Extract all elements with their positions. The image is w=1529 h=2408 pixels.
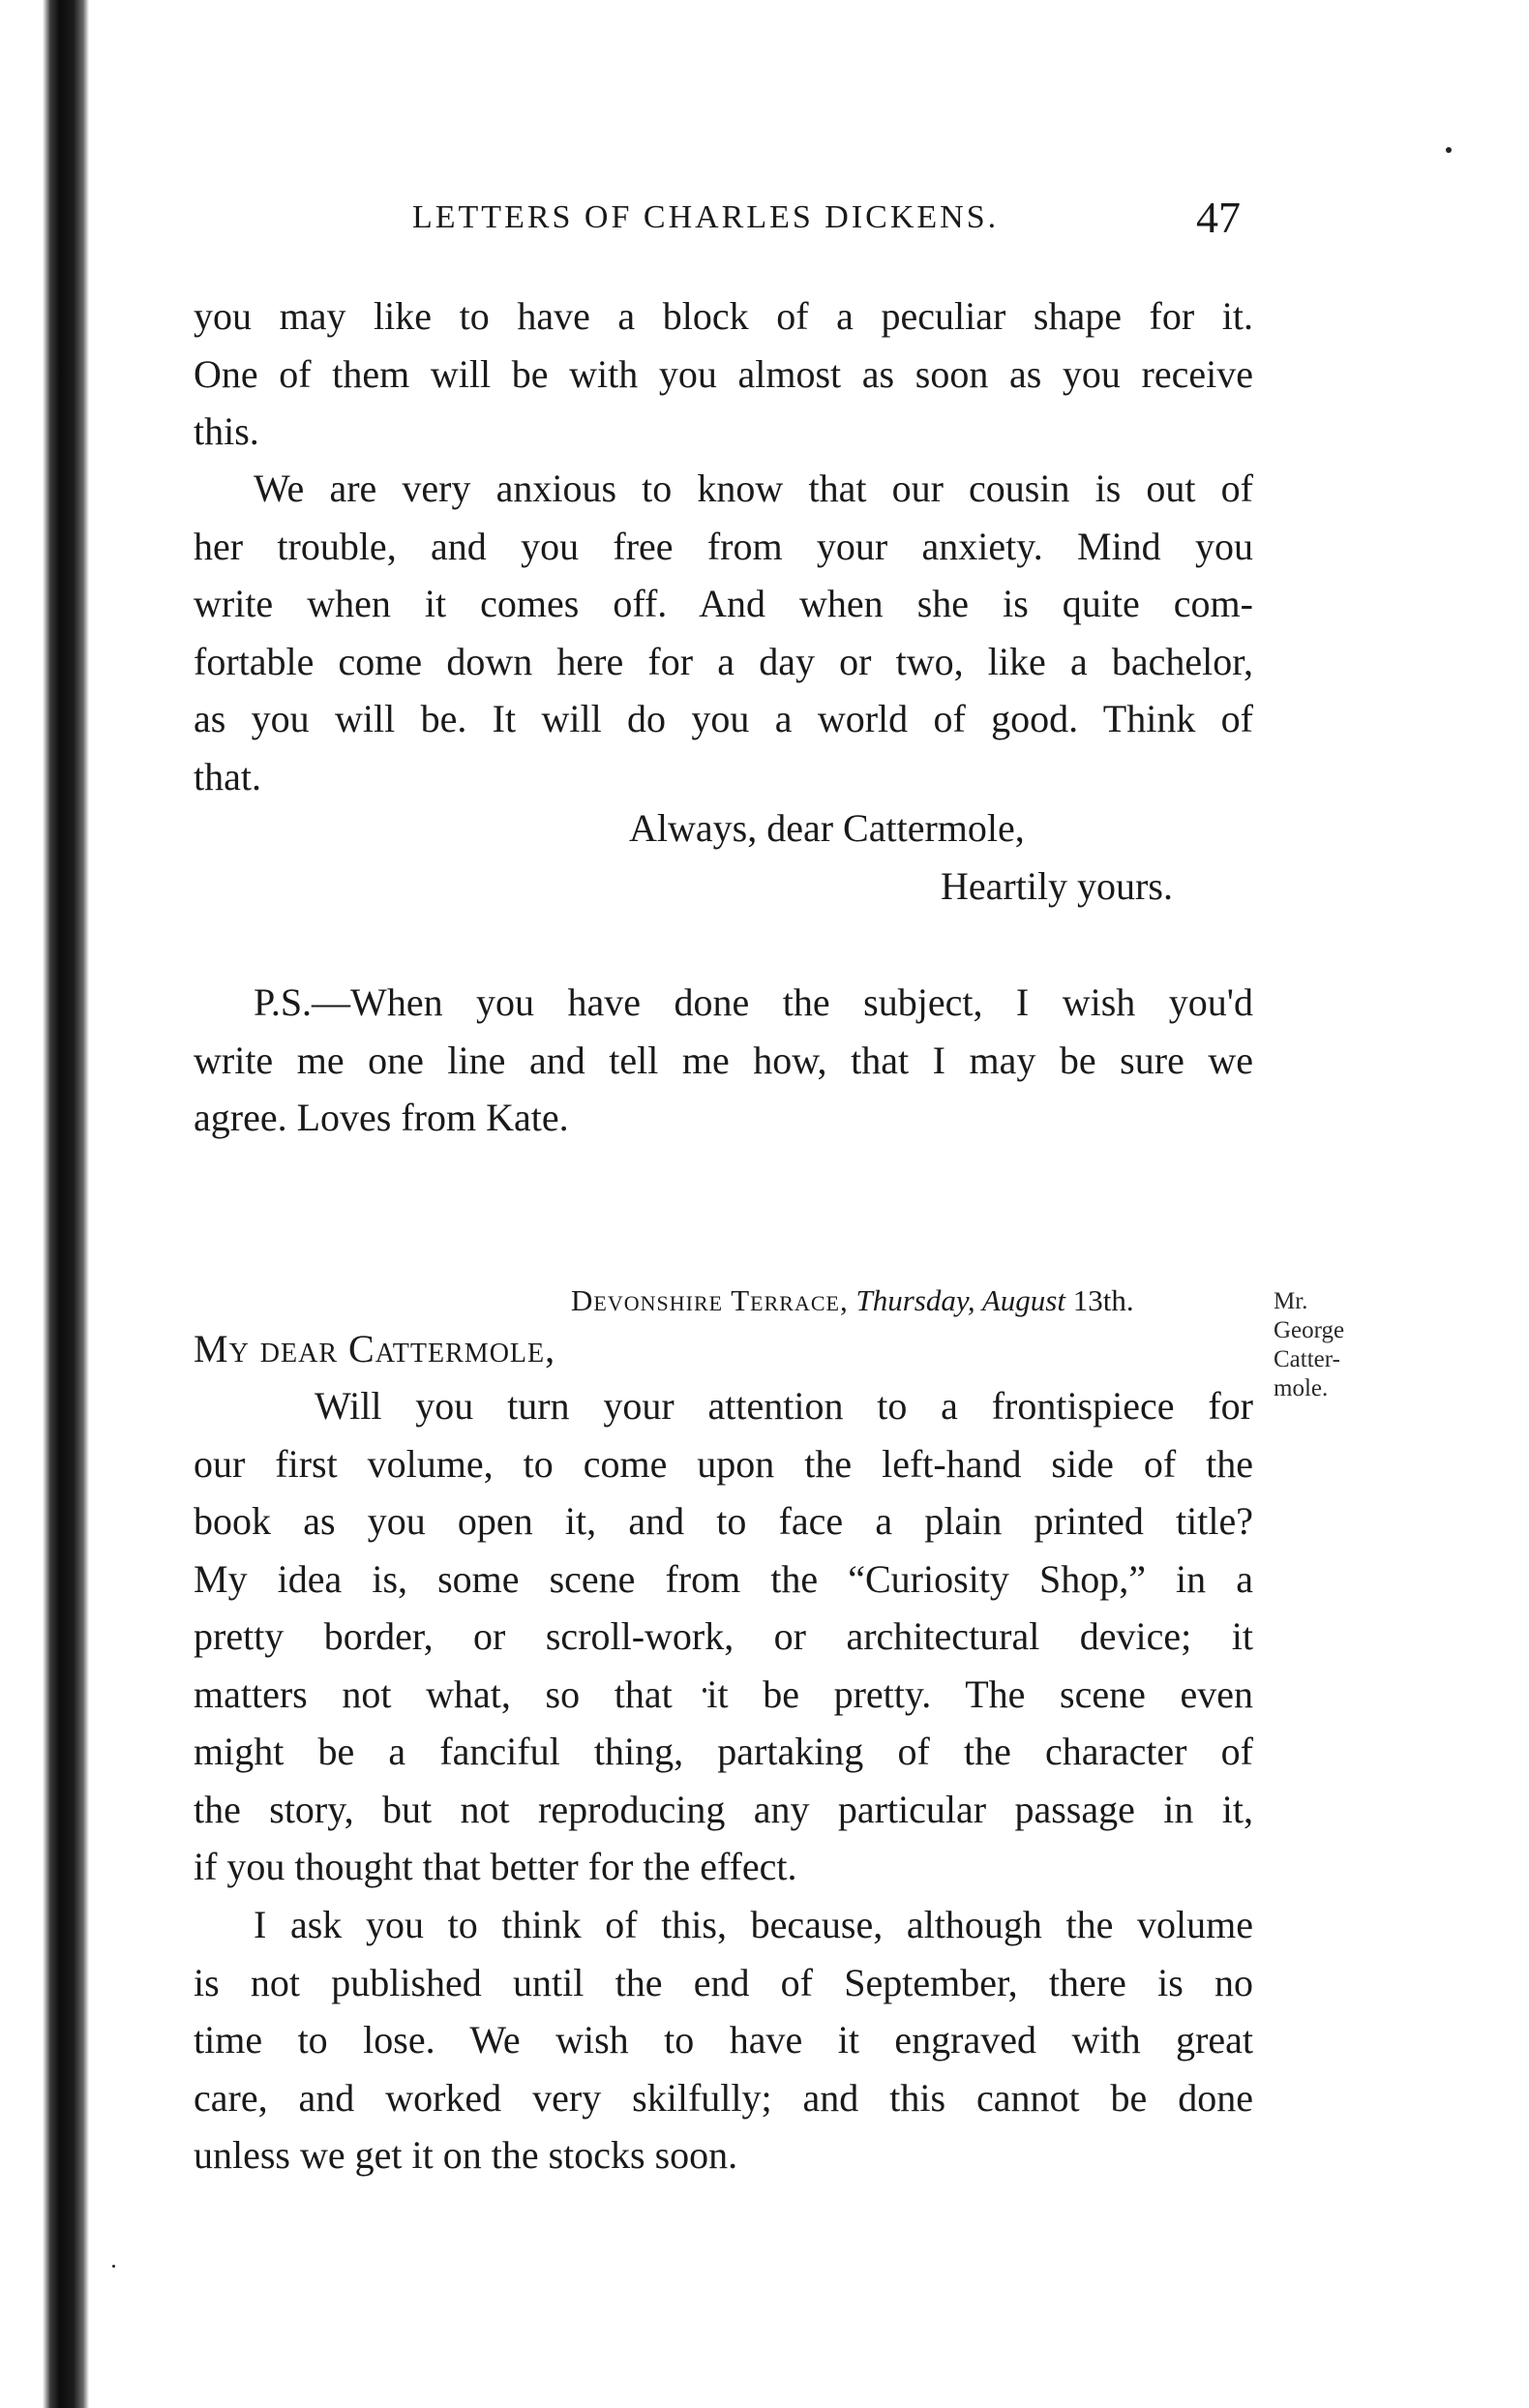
text-line: write when it comes off. And when she is quite com- xyxy=(194,582,1253,625)
text-line: book as you open it, and to face a plain printed title? xyxy=(194,1499,1253,1543)
running-title: LETTERS OF CHARLES DICKENS. xyxy=(412,199,1000,235)
margin-note-line: Catter- xyxy=(1274,1346,1340,1372)
text-line: unless we get it on the stocks soon. xyxy=(194,2133,738,2177)
letter2-paragraph1 xyxy=(194,1377,1253,1896)
text-line: our first volume, to come upon the left-hand side of the xyxy=(194,1441,1253,1486)
text-line: I ask you to think of this, because, although the volume xyxy=(254,1903,1253,1946)
text-line: time to lose. We wish to have it engraved with great xyxy=(194,2018,1253,2062)
text-line: pretty border, or scroll-work, or architectural device; it xyxy=(194,1614,1253,1658)
text-line: the story, but not reproducing any particular passage in it, xyxy=(194,1787,1253,1831)
text-line: agree. Loves from Kate. xyxy=(194,1096,569,1139)
letter1-paragraph2 xyxy=(194,460,1253,805)
book-binding-edge xyxy=(0,0,89,2408)
text-line: might be a fanciful thing, partaking of the character of xyxy=(194,1730,1253,1773)
text-line: this. xyxy=(194,409,259,453)
print-speck xyxy=(112,2265,115,2268)
text-line: if you thought that better for the effect. xyxy=(194,1845,797,1888)
text-line: One of them will be with you almost as soon as you receive xyxy=(194,351,1253,396)
print-speck xyxy=(1446,147,1452,153)
text-line: you may like to have a block of a peculiar shape for it. xyxy=(194,294,1253,338)
dateline-date: 13th. xyxy=(1072,1283,1134,1317)
text-line: care, and worked very skilfully; and this cannot be done xyxy=(194,2075,1253,2120)
salutation: My dear Cattermole, xyxy=(194,1327,556,1370)
text-line: P.S.—When you have done the subject, I wish you'd xyxy=(254,980,1253,1024)
text-line: Will you turn your attention to a frontispiece for xyxy=(315,1384,1253,1428)
signature-line: Heartily yours. xyxy=(941,864,1173,908)
letter2-paragraph2 xyxy=(194,1896,1253,2184)
text-line: that. xyxy=(194,754,261,798)
text-line: write me one line and tell me how, that I may be sure we xyxy=(194,1038,1253,1082)
text-line: We are very anxious to know that our cousin is out of xyxy=(254,467,1253,510)
text-line: fortable come down here for a day or two, like a bachelor, xyxy=(194,639,1253,683)
running-head xyxy=(194,192,1258,250)
text-line: My idea is, some scene from the “Curiosity Shop,” in a xyxy=(194,1556,1253,1601)
letter-dateline xyxy=(571,1283,1134,1318)
margin-note-line: George xyxy=(1274,1317,1345,1343)
margin-note-line: Mr. xyxy=(1274,1288,1308,1314)
closing-line: Always, dear Cattermole, xyxy=(629,806,1025,850)
text-line: as you will be. It will do you a world of good. Think of xyxy=(194,697,1253,740)
page-number: 47 xyxy=(1196,193,1241,242)
margin-note-line: mole. xyxy=(1274,1375,1329,1401)
dateline-day: Thursday, August xyxy=(855,1283,1065,1317)
letter1-paragraph1 xyxy=(194,287,1253,461)
postscript xyxy=(194,974,1253,1147)
dateline-place: Devonshire Terrace, xyxy=(571,1283,849,1317)
text-line: matters not what, so that it be pretty. The scene even xyxy=(194,1671,1253,1716)
margin-note-recipient xyxy=(1274,1287,1344,1403)
text-line: is not published until the end of September, there is no xyxy=(194,1960,1253,2004)
text-line: her trouble, and you free from your anxiety. Mind you xyxy=(194,524,1253,568)
